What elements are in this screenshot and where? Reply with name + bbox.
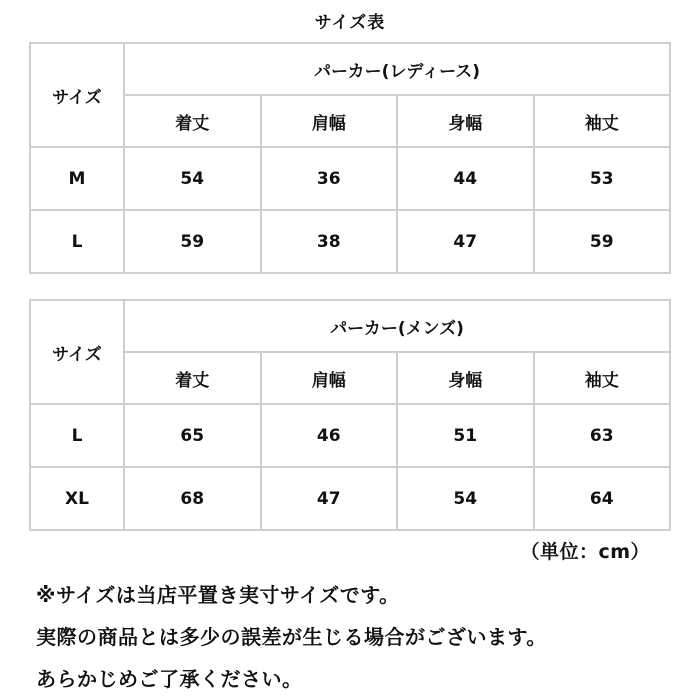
page-title: サイズ表 — [314, 13, 386, 33]
value-cell: 46 — [261, 404, 398, 467]
note-line: あらかじめご了承ください。 — [36, 667, 303, 691]
unit-label: （単位：cm） — [520, 541, 650, 563]
value-cell: 54 — [124, 147, 261, 210]
value-cell: 59 — [534, 210, 671, 273]
column-header-chest: 身幅 — [397, 95, 534, 147]
note-line: ※サイズは当店平置き実寸サイズです。 — [36, 583, 400, 607]
value-cell: 38 — [261, 210, 398, 273]
value-cell: 47 — [397, 210, 534, 273]
column-header-sleeve: 袖丈 — [534, 352, 671, 404]
value-cell: 53 — [534, 147, 671, 210]
table-row — [30, 210, 670, 273]
column-header-shoulder: 肩幅 — [261, 352, 398, 404]
value-cell: 65 — [124, 404, 261, 467]
note-line: 実際の商品とは多少の誤差が生じる場合がございます。 — [36, 625, 547, 649]
value-cell: 54 — [397, 467, 534, 530]
column-header-length: 着丈 — [124, 95, 261, 147]
size-cell: L — [30, 404, 124, 467]
column-header-chest: 身幅 — [397, 352, 534, 404]
value-cell: 47 — [261, 467, 398, 530]
size-header-cell: サイズ — [30, 300, 124, 404]
value-cell: 51 — [397, 404, 534, 467]
size-header-cell: サイズ — [30, 43, 124, 147]
value-cell: 44 — [397, 147, 534, 210]
value-cell: 63 — [534, 404, 671, 467]
table-row — [30, 467, 670, 530]
product-name-cell: パーカー(レディース) — [124, 43, 670, 95]
value-cell: 59 — [124, 210, 261, 273]
table-row — [30, 404, 670, 467]
value-cell: 36 — [261, 147, 398, 210]
size-cell: M — [30, 147, 124, 210]
product-name-cell: パーカー(メンズ) — [124, 300, 670, 352]
size-table-ladies — [29, 42, 671, 274]
column-header-length: 着丈 — [124, 352, 261, 404]
size-cell: L — [30, 210, 124, 273]
value-cell: 68 — [124, 467, 261, 530]
value-cell: 64 — [534, 467, 671, 530]
table-row — [30, 147, 670, 210]
size-cell: XL — [30, 467, 124, 530]
column-header-sleeve: 袖丈 — [534, 95, 671, 147]
column-header-shoulder: 肩幅 — [261, 95, 398, 147]
size-table-mens — [29, 299, 671, 531]
